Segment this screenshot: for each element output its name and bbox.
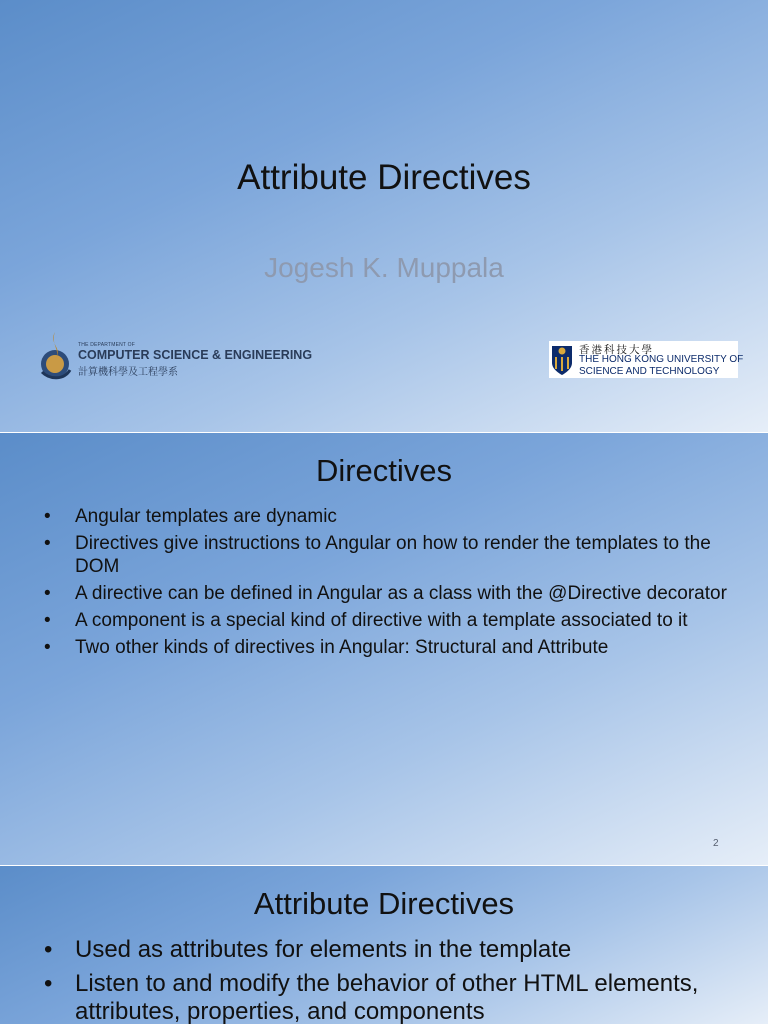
directives-slide bbox=[0, 433, 768, 865]
bullet-item: • Used as attributes for elements in the template bbox=[44, 936, 572, 963]
cse-department-logo bbox=[38, 326, 313, 382]
bullet-item: • Angular templates are dynamic bbox=[44, 506, 337, 527]
bullet-dot: • bbox=[44, 637, 51, 658]
slide-title: Directives bbox=[315, 453, 453, 488]
bullet-item: • Listen to and modify the behavior of other HTML elements, attributes, properties, and components bbox=[44, 970, 699, 1024]
bullet-item: • A directive can be defined in Angular as a class with the @Directive decorator bbox=[44, 583, 727, 604]
page-number: 2 bbox=[713, 838, 719, 849]
attribute-directives-slide bbox=[0, 866, 768, 1024]
cse-small-text: THE DEPARTMENT OF bbox=[78, 342, 136, 348]
bullet-item: • A component is a special kind of directive with a template associated to it bbox=[44, 610, 688, 631]
bullet-dot: • bbox=[44, 506, 51, 527]
hkust-crest-icon bbox=[551, 343, 573, 376]
title-slide bbox=[0, 0, 768, 432]
hkust-logo bbox=[549, 341, 744, 378]
hkust-name-line1: THE HONG KONG UNIVERSITY OF bbox=[579, 354, 744, 365]
hkust-name-line2: SCIENCE AND TECHNOLOGY bbox=[579, 366, 720, 377]
bullet-dot: • bbox=[44, 970, 53, 997]
bullet-dot: • bbox=[44, 610, 51, 631]
bullet-item: • Two other kinds of directives in Angular: Structural and Attribute bbox=[44, 637, 609, 658]
bullet-item: • Directives give instructions to Angular on how to render the templates to the DOM bbox=[44, 533, 711, 577]
bullet-dot: • bbox=[44, 936, 53, 963]
slide-title: Attribute Directives bbox=[253, 886, 515, 921]
cse-flame-icon bbox=[38, 326, 72, 382]
hkust-chinese-name: 香港科技大學 bbox=[579, 344, 654, 356]
bullet-dot: • bbox=[44, 533, 51, 554]
bullet-list bbox=[44, 936, 754, 1024]
cse-department-name: COMPUTER SCIENCE & ENGINEERING bbox=[78, 348, 313, 362]
bullet-dot: • bbox=[44, 583, 51, 604]
slide-title: Attribute Directives bbox=[237, 158, 531, 197]
author-name: Jogesh K. Muppala bbox=[264, 252, 504, 283]
cse-chinese-name: 計算機科學及工程學系 bbox=[78, 367, 178, 378]
bullet-list bbox=[44, 505, 744, 663]
